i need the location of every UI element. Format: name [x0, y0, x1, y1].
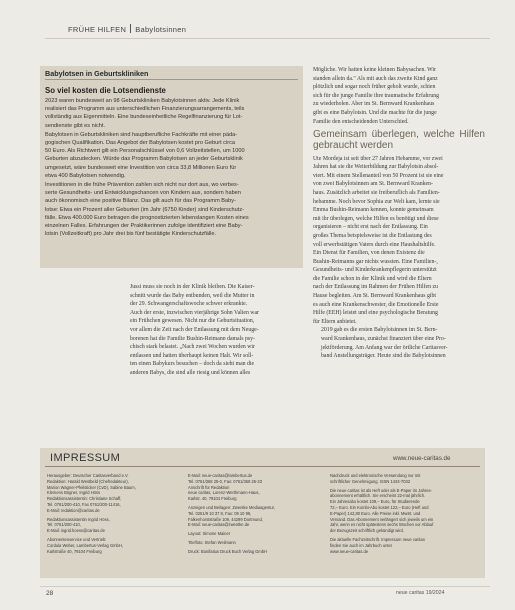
text-line: realisiert das Programm aus unterschiedlichen Finanzierungsarrangements, teils	[45, 106, 245, 113]
text-line: der 29. Schwangerschaftswoche schwer erkrankte.	[130, 301, 248, 308]
text-line: E-Mail: redaktion@caritas.de	[47, 507, 100, 513]
text-line: Abonnentenservice und Vertrieb:	[47, 536, 107, 542]
info-box-title: Babylotsen in Geburtskliniken	[45, 69, 149, 78]
info-box-paragraph	[45, 131, 299, 180]
text-line: Jussi muss sie noch in der Klinik bleiben. Die Kaiser-	[130, 284, 255, 290]
article-paragraph	[313, 155, 485, 327]
info-box-body	[45, 97, 299, 239]
text-line: band Anstellungsträger. Heute sind die Babylotsinnen	[321, 353, 446, 360]
text-line: Gesundheits- und Kinderkrankenpflegerin unterstützt	[313, 267, 437, 274]
text-line: Hilfe (EEH) leistet und eine psychologische Beratung	[313, 310, 438, 317]
text-line: Auch der erste, inzwischen vierjährige Sohn Valien war	[130, 309, 259, 316]
text-line: Ein Dienst für Familien, von denen Existenz die	[313, 250, 425, 257]
text-line: sendienste gibt es nicht.	[45, 122, 106, 129]
text-line: schriftlicher Genehmigung. ISSN 1434-7032	[330, 478, 411, 484]
text-line: Emma Bushin-Reimann kennen, konnte gemeinsam	[313, 207, 434, 214]
text-line: Ute Mordeja ist seit über 27 Jahren Hebamme, vor zwei	[313, 155, 443, 162]
text-line: ein Frühchen gewesen. Nicht nur die Geburtsituation,	[130, 318, 255, 325]
text-line: Geburten abzudecken. Würde das Programm Babylotsen an jeder Geburtsklinik	[45, 156, 243, 163]
text-line: Redaktionsassistentin: Christiane Schaff,	[47, 496, 122, 502]
text-line: Anschrift für Redaktion	[188, 484, 230, 490]
text-line: Marion Wagner-Pfeilsticker (CvD), Sabine Baum,	[47, 484, 136, 490]
text-line: E-Paper) 142,80 Euro. Alle Preise inkl. MwSt. und	[330, 510, 421, 516]
running-header	[68, 24, 186, 34]
text-line: auch ökonomisch eine positive Bilanz. Das gilt auch für das Programm Baby-	[45, 198, 236, 205]
text-line: Jahren hat sie die Weiterbildung zur Babylotsin absol-	[313, 164, 439, 171]
imprint-url-link[interactable]: www.neue-caritas.de	[393, 455, 451, 462]
text-line: ten einen Babykurs besuchen – doch da sieht man die	[130, 361, 255, 368]
text-line: großes Thema beispielsweise ist die Entlastung des	[313, 232, 432, 239]
text-line: einzelnen Falles. Erfahrungen der Praktikerinnen zufolge identifiziert eine Baby-	[45, 223, 243, 230]
info-box-paragraph	[45, 181, 299, 238]
article-subheading: Gemeinsam überlegen, welche Hilfen gebraucht werden	[313, 129, 485, 152]
text-line: schnitt wurde das Baby entbunden, weil die Mutter in	[130, 292, 255, 299]
imprint-column-publisher	[47, 473, 136, 554]
text-line: etwa 400 Babylotsen notwendig.	[45, 172, 126, 179]
page-number: 28	[46, 590, 54, 597]
text-line: der Bezugszeit schriftlich gekündigt wird.	[330, 528, 404, 534]
text-line: Karlstraße 40, 79104 Freiburg	[47, 548, 102, 554]
text-line: 72,– Euro. Ein Kombi-Abo kostet 122,– Euro (Heft und	[330, 504, 429, 510]
article-middle-column	[130, 283, 302, 378]
text-line: Ein Jahresabo kostet 109,– Euro, für Studierende	[330, 499, 420, 505]
article-right-column	[313, 66, 485, 361]
text-line: haus. Zusätzlich arbeitet sie freiberuflich als Familien-	[313, 189, 440, 196]
text-line: Tel. 0761/200-410, Fax 0761/200-11416,	[47, 501, 121, 507]
text-line: organisieren – nicht erst nach der Entlassung. Ein	[313, 224, 428, 231]
text-line: Nachdruck und elektronische Verwendung nur mit	[330, 473, 421, 478]
text-line: www.neue-caritas.de	[330, 548, 368, 554]
text-line: anderen Babys, die sind alle riesig und können alles	[130, 369, 251, 376]
header-separator	[130, 24, 131, 33]
text-line: neue caritas, Lorenz-Werthmann-Haus,	[188, 490, 260, 496]
text-line: E-Mail: neue-caritas@zwentke.de	[188, 522, 250, 528]
footer-rule	[40, 586, 490, 587]
text-line: Mögliche. Wir hatten keine kleinen Babysachen. Wir	[313, 67, 436, 73]
text-line: Layout: Simone Mainer	[188, 531, 231, 537]
text-line: standen allein da." Als mit auch das zweite Kind ganz	[313, 75, 438, 82]
text-line: plötzlich und sogar noch früher geholt wurde, schien	[313, 84, 436, 91]
text-line: Karlstr. 40, 79104 Freiburg	[188, 496, 237, 502]
text-line: Familie den entscheidenden Unterschied.	[313, 118, 409, 125]
text-line: Tel. 0251/9 10 37 8, Fax: 09 10 99,	[188, 510, 252, 516]
text-line: borenen hat die Familie Bushin-Reimann damals psy-	[130, 335, 255, 342]
text-line: viert. Mit einem Stellenanteil von 50 Prozent ist sie eine	[313, 172, 444, 179]
text-line: Tel. 0761/200-410,	[47, 522, 81, 528]
text-line: entlassen und hatten überhaupt keinen Halt. Wir soll-	[130, 352, 254, 359]
info-box-paragraph	[45, 97, 299, 130]
text-line: Die neue caritas ist als Heft oder als E-Paper im Jahres-	[330, 487, 432, 493]
text-line: jektförderung. Am Anfang war der örtliche Caritasver-	[321, 344, 448, 351]
imprint-title: IMPRESSUM	[50, 452, 121, 464]
text-line: umgesetzt, wäre bundesweit eine Investition von circa 33,8 Millionen Euro für	[45, 164, 237, 171]
text-line: serte Gesundheits- und Entwicklungschancen von Kindern aus, sondern haben	[45, 190, 241, 197]
article-paragraph	[313, 66, 485, 126]
article-paragraph	[313, 326, 485, 360]
topic-label: Babylotsinnen	[135, 25, 187, 34]
text-line: Die aktuelle Fachzeitschrift. Impressum neue caritas	[330, 536, 425, 542]
text-line: Jahr, wenn es nicht spätestens sechs Wochen vor Ablauf	[330, 522, 434, 528]
text-line: finden Sie auch im Jahrbuch unter	[330, 542, 393, 548]
info-box-subtitle: So viel kosten die Lotsendienste	[45, 86, 166, 95]
text-line: lotsin (Vollzeitkraft) pro Jahr drei bis fünf bestätigte Kinderschutzfälle.	[45, 231, 217, 238]
journal-issue: neue caritas 19/2024	[396, 590, 445, 596]
text-line: E-Mail: ingrid.hoess@caritas.de	[47, 528, 105, 534]
text-line: gibt es eine Babylotsin. Und die machte für die junge	[313, 109, 437, 116]
text-line: nach der Entlassung im Rahmen der Frühen Hilfen zu	[313, 284, 438, 291]
info-box-rule	[45, 79, 298, 80]
section-label: FRÜHE HILFEN	[68, 25, 127, 34]
text-line: für Eltern anbietet.	[313, 318, 357, 325]
text-line: Redaktion: Harald Westbeld (Chefredakteur),	[47, 478, 129, 484]
text-line: sich für die junge Familie ihre traumatische Erfahrung	[313, 92, 440, 99]
text-line: Hause begleiten. Am St. Bernward Krankenhaus gibt	[313, 293, 436, 300]
text-line: Cordula Weber, Lambertus-Verlag GmbH,	[47, 542, 123, 548]
text-line: es auch eine Krankenschwester, die Emotionelle Erste	[313, 301, 439, 308]
text-line: die Familie schon in der Klinik und wird die Eltern	[313, 275, 432, 282]
text-line: ward Krankenhaus, zunächst finanziert über eine Pro-	[321, 336, 446, 343]
imprint-column-subscription	[330, 473, 433, 554]
text-line: Falkenhorststraße 109, 44299 Dortmund,	[188, 516, 263, 522]
text-line: Herausgeber: Deutscher Caritasverband e.V.	[47, 473, 129, 478]
text-line: abonnement erhältlich. Sie erscheint 22-mal jährlich.	[330, 493, 426, 499]
text-line: 2023 waren bundesweit an 98 Geburtskliniken Babylotsinnen aktiv. Jede Klinik	[45, 98, 240, 104]
text-line: Klemens Bögner, Ingrid Höss	[47, 490, 101, 496]
imprint-column-contacts	[188, 473, 275, 555]
text-line: lotse: Etwa ein Prozent aller Geburten (im Jahr (6750 Kinder) sind Kinderschutz-	[45, 206, 244, 213]
text-line: fälle. Etwa 400.000 Euro betragen die prognostizierten lebenslangen Kosten eines	[45, 214, 249, 221]
text-line: vor allem die Zeit nach der Entlassung mit dem Neuge-	[130, 326, 259, 333]
text-line: voll erwerbstätigen Vaters durch eine Haushaltshilfe.	[313, 241, 436, 248]
text-line: Versand. Das Abonnement verlängert sich jeweils um ein	[330, 516, 434, 522]
header-rule	[45, 38, 490, 39]
imprint-rule	[45, 466, 480, 467]
text-line: vollständig aus Eigenmitteln. Eine bundeseinheitliche Regelfinanzierung für Lot-	[45, 114, 243, 121]
text-line: chisch stark belastet. „Nach zwei Wochen wurden wir	[130, 344, 255, 351]
text-line: E-Mail: neue-caritas@lambertus.de	[188, 473, 253, 478]
text-line: Titelfoto: Stefan Weilmann	[188, 539, 236, 545]
text-line: Redaktionsassistentin Ingrid Höss,	[47, 516, 110, 522]
text-line: zu wiederholen. Aber im St. Bernward Krankenhaus	[313, 101, 435, 108]
text-line: Bushin-Reimanns gar nichts wussten. Eine Familien-,	[313, 258, 438, 265]
text-line: Babylotsen in Geburtskliniken sind hauptberufliche Fachkräfte mit einer päda-	[45, 131, 238, 138]
text-line: 50 Euro. Als Richtwert gilt ein Personalschlüssel von 0,6 Vollzeitstellen, um 1000	[45, 148, 245, 155]
text-line: hebamme. Noch bevor Sophia zur Welt kam, lernte sie	[313, 198, 440, 205]
text-line: Druck: Bonifatius Druck Buch Verlag GmbH	[188, 548, 267, 554]
text-line: Tel. 0761/368 25-0, Fax: 0761/368 25-33	[188, 478, 262, 484]
text-line: von zwei Babylotsinnen am St. Bernward Kranken-	[313, 181, 433, 188]
text-line: Anzeigen und Beilagen: Zwentke Mediaagentur,	[188, 504, 275, 510]
text-line: Investitionen in die frühe Prävention zahlen sich nicht nur dort aus, wo verbes-	[45, 182, 239, 189]
text-line: 2019 gab es die ersten Babylotsinnen im St. Bern-	[321, 327, 438, 334]
text-line: gogischen Qualifikation. Das Angebot der Babylotsen kostet pro Geburt circa	[45, 140, 235, 147]
text-line: mit ihr überlegen, welche Hilfen es benötigt und diese	[313, 215, 439, 222]
